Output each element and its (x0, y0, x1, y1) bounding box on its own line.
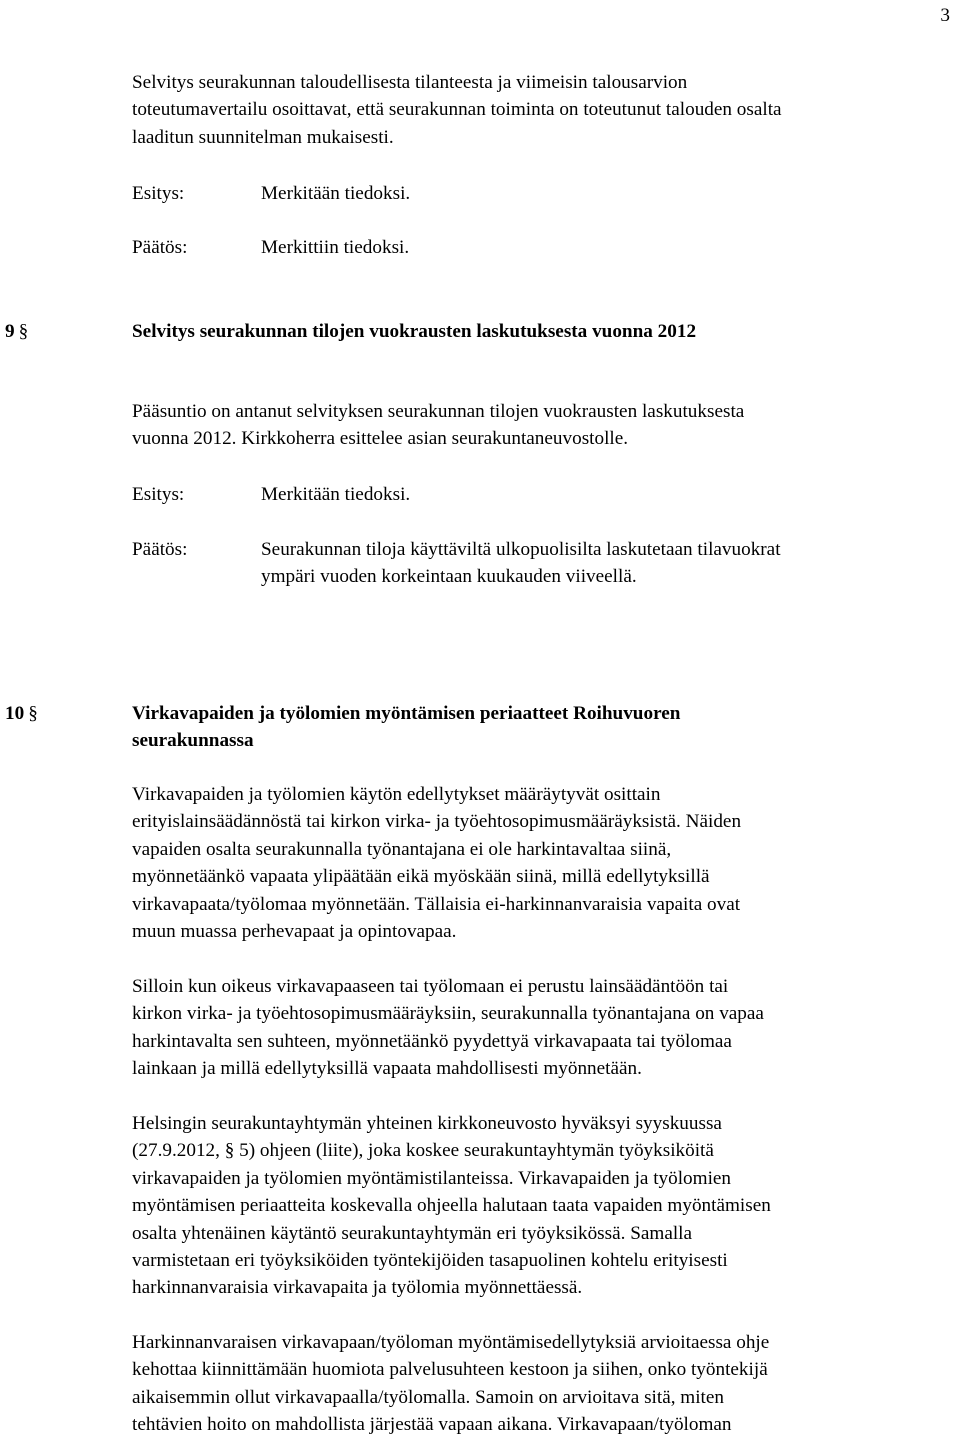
paatos-label: Päätös: (132, 237, 188, 258)
paragraph (132, 1329, 932, 1439)
paragraph (132, 781, 932, 945)
section-symbol: § (18, 321, 29, 342)
esitys-text: Merkitään tiedoksi. (261, 183, 411, 204)
esitys-label: Esitys: (132, 484, 185, 505)
text-line: tehtävien hoito on mahdollista järjestää vapaan aikana. Virkavapaan/työloman (132, 1414, 732, 1436)
section-body (132, 398, 932, 453)
text-line: (27.9.2012, § 5) ohjeen (liite), joka koskee seurakuntayhtymän työyksiköitä (132, 1140, 714, 1162)
text-line: Virkavapaiden ja työlomien käytön edellytykset määräytyvät osittain (132, 784, 661, 805)
paatos-text (261, 536, 941, 591)
text-line: kirkon virka- ja työehtosopimusmääräyksiin, seurakunnalla työnantajana on vapaa (132, 1003, 764, 1025)
text-line: aikaisemmin ollut virkavapaalla/työlomalla. Samoin on arvioitava sitä, miten (132, 1386, 725, 1408)
text-line: vapaiden osalta seurakunnalla työnantajana ei ole harkintavaltaa siinä, (132, 838, 672, 860)
section-number (5, 318, 28, 345)
paragraph (132, 1110, 932, 1302)
section-symbol: § (28, 703, 38, 724)
text-line: Selvitys seurakunnan taloudellisesta tilanteesta ja viimeisin talousarvion (132, 72, 688, 93)
text-line: kehottaa kiinnittämään huomiota palvelusuhteen kestoon ja siihen, onko työntekijä (132, 1359, 768, 1381)
text-line: ympäri vuoden korkeintaan kuukauden viiveellä. (261, 566, 637, 588)
text-line: myöntämisen periaatteita koskevalla ohjeella halutaan taata vapaiden myöntämisen (132, 1195, 771, 1217)
section-number-value: 9 (5, 321, 15, 342)
text-line: Helsingin seurakuntayhtymän yhteinen kirkkoneuvosto hyväksyi syyskuussa (132, 1113, 722, 1134)
text-line: myönnetäänkö vapaata ylipäätään eikä myöskään siinä, millä edellytyksillä (132, 866, 710, 888)
text-line: muun muassa perhevapaat ja opintovapaa. (132, 921, 457, 943)
text-line: laaditun suunnitelman mukaisesti. (132, 126, 394, 148)
text-line: erityislainsäädännöstä tai kirkon virka- ja työehtosopimusmääräyksistä. Näiden (132, 811, 742, 833)
section-title: Selvitys seurakunnan tilojen vuokrausten laskutuksesta vuonna 2012 (132, 321, 697, 342)
text-line: osalta yhtenäinen käytäntö seurakuntayhtymän eri työyksikössä. Samalla (132, 1222, 693, 1244)
text-line: Seurakunnan tiloja käyttäviltä ulkopuolisilta laskutetaan tilavuokrat (261, 539, 781, 560)
text-line: Silloin kun oikeus virkavapaaseen tai työlomaan ei perustu lainsäädäntöön tai (132, 976, 729, 997)
section-title-line: Virkavapaiden ja työlomien myöntämisen periaatteet Roihuvuoren (132, 703, 681, 724)
text-line: toteutumavertailu osoittavat, että seurakunnan toiminta on toteutunut talouden osalta (132, 99, 782, 121)
intro-paragraph (132, 69, 932, 151)
page-number: 3 (940, 5, 950, 26)
text-line: virkavapaata/työlomaa myönnetään. Tällaisia ei-harkinnanvaraisia vapaita ovat (132, 893, 741, 915)
text-line: Pääsuntio on antanut selvityksen seurakunnan tilojen vuokrausten laskutuksesta (132, 401, 745, 422)
text-line: Harkinnanvaraisen virkavapaan/työloman myöntämisedellytyksiä arvioitaessa ohje (132, 1332, 770, 1353)
section-title-line: seurakunnassa (132, 730, 254, 752)
section-title (132, 700, 852, 755)
section-number (5, 700, 38, 727)
text-line: harkinnanvaraisia virkavapaita ja työlomia myönnettäessä. (132, 1277, 583, 1299)
text-line: harkintavalta sen suhteen, myönnetäänkö pyydettyä virkavapaata tai työlomaa (132, 1030, 732, 1052)
paragraph (132, 973, 932, 1083)
esitys-text: Merkitään tiedoksi. (261, 484, 411, 505)
section-number-value: 10 (5, 703, 25, 724)
text-line: virkavapaiden ja työlomien myöntämistilanteissa. Virkavapaiden ja työlomien (132, 1167, 732, 1189)
text-line: varmistetaan eri työyksiköiden työntekijöiden tasapuolinen kohtelu erityisesti (132, 1250, 728, 1272)
text-line: vuonna 2012. Kirkkoherra esittelee asian seurakuntaneuvostolle. (132, 428, 629, 450)
text-line: lainkaan ja millä edellytyksillä vapaata mahdollisesti myönnetään. (132, 1058, 642, 1080)
paatos-text: Merkittiin tiedoksi. (261, 237, 410, 258)
paatos-label: Päätös: (132, 539, 188, 560)
esitys-label: Esitys: (132, 183, 185, 204)
